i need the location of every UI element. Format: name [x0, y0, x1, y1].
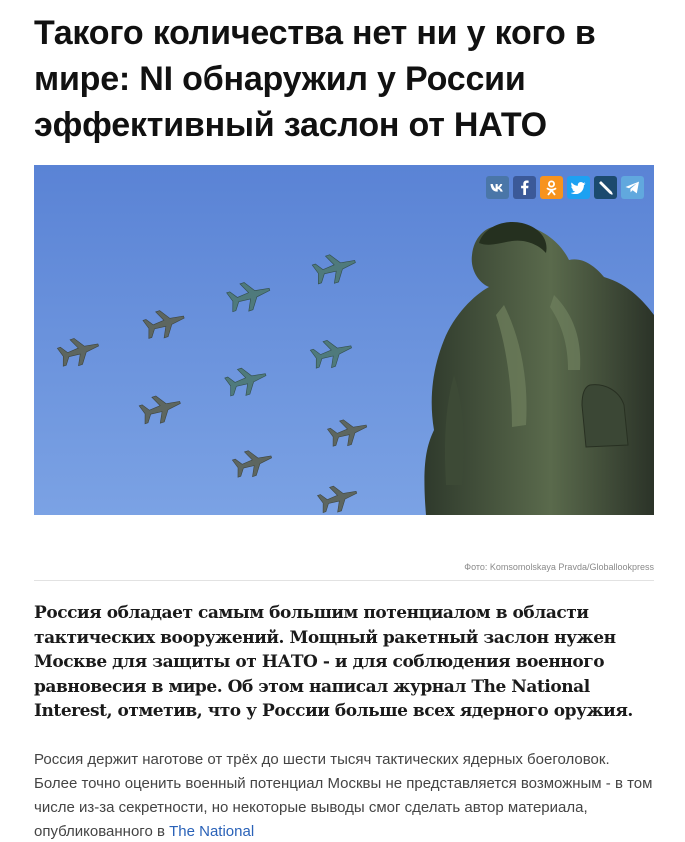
telegram-icon [625, 181, 640, 194]
hero-image [34, 165, 654, 515]
article-body-text: Россия держит наготове от трёх до шести тысяч тактических ядерных боеголовок. Более точно оценить военный потенциал Москвы не представляется возможным - в том числе из-за секретности, но некоторые выводы смог сделать автор материала, опубликованного в [34, 751, 653, 840]
the-national-interest-link[interactable]: The National [169, 823, 255, 840]
photo-credit: Фото: Komsomolskaya Pravda/Globallookpress [464, 562, 654, 572]
article-headline: Такого количества нет ни у кого в мире: NI обнаружил у России эффективный заслон от НАТО [34, 14, 596, 144]
article-body-paragraph [34, 748, 654, 842]
share-twitter-button[interactable] [567, 176, 590, 199]
share-vk-button[interactable] [486, 176, 509, 199]
jets-and-statue-photo [34, 165, 654, 515]
share-telegram-button[interactable] [621, 176, 644, 199]
share-bar [486, 176, 644, 199]
article-lead: Россия обладает самым большим потенциалом в области тактических вооружений. Мощный ракетный заслон нужен Москве для защиты от НАТО - и для соблюдения военного равновесия в мире. Об этом написал журнал The National Interest, отметив, что у России больше всех ядерного оружия. [34, 603, 633, 721]
twitter-icon [571, 182, 586, 194]
share-facebook-button[interactable] [513, 176, 536, 199]
vk-icon [490, 183, 505, 193]
odnoklassniki-icon [546, 180, 557, 196]
share-livejournal-button[interactable] [594, 176, 617, 199]
photo-caption-row [34, 558, 654, 581]
facebook-icon [520, 180, 529, 195]
share-odnoklassniki-button[interactable] [540, 176, 563, 199]
livejournal-icon [599, 181, 613, 195]
